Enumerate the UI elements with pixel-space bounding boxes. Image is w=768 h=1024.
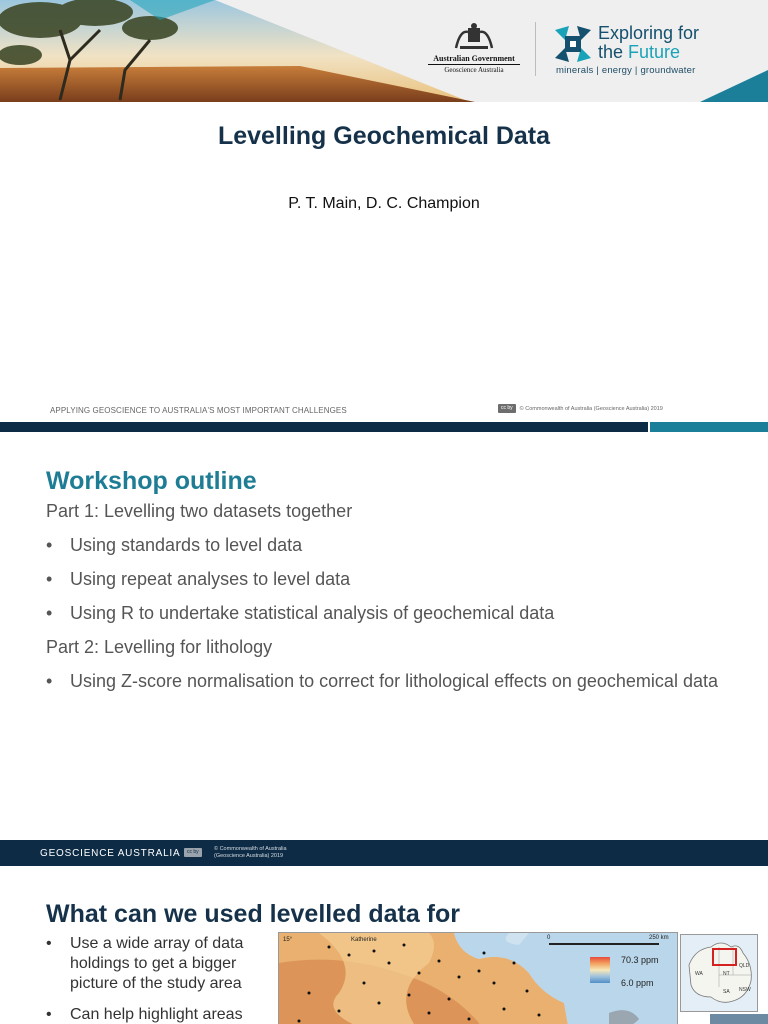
slide-title: What can we used levelled data for xyxy=(46,900,461,928)
program-title-line1: Exploring for xyxy=(598,23,700,43)
creative-commons-icon: cc by xyxy=(498,404,516,413)
footer-brand: GEOSCIENCE AUSTRALIA xyxy=(40,848,181,859)
part1-heading: Part 1: Levelling two datasets together xyxy=(46,501,353,521)
list-item: • Can help highlight areas xyxy=(46,1005,271,1024)
australia-inset-map xyxy=(680,934,758,1012)
list-item: • Using Z-score normalisation to correct for lithological effects on geochemical data xyxy=(46,670,736,693)
geochemical-map xyxy=(278,932,678,1024)
slide-footer-bar xyxy=(0,840,768,866)
exploring-for-the-future-icon xyxy=(555,26,591,62)
slide-separator-bar xyxy=(0,422,768,432)
footer-copyright xyxy=(498,404,663,413)
list-item: • Using repeat analyses to level data xyxy=(46,568,736,591)
part1-list xyxy=(46,534,736,625)
presentation-title: Levelling Geochemical Data xyxy=(217,122,551,150)
latitude-label: 15° xyxy=(283,937,293,943)
part2-list xyxy=(46,670,736,693)
footer-copyright-text: © Commonwealth of Australia (Geoscience Australia) 2019 xyxy=(519,405,663,412)
corner-image xyxy=(710,1014,768,1024)
title-slide xyxy=(0,0,768,422)
slide-title: Workshop outline xyxy=(46,467,257,495)
government-name: Australian Government xyxy=(428,54,520,65)
list-item: • Using standards to level data xyxy=(46,534,736,557)
footer-copyright xyxy=(214,846,287,859)
footer-copyright-line1: © Commonwealth of Australia xyxy=(214,846,287,852)
map-image xyxy=(279,933,678,1024)
part2-heading: Part 2: Levelling for lithology xyxy=(46,637,273,657)
study-area-box xyxy=(712,948,737,966)
presentation-authors: P. T. Main, D. C. Champion xyxy=(288,195,480,212)
australia-outline xyxy=(681,935,758,1012)
australian-government-logo xyxy=(428,22,520,78)
uses-list xyxy=(46,934,271,1024)
agency-name: Geoscience Australia xyxy=(444,66,504,74)
color-legend-bar xyxy=(590,957,610,983)
legend-low-label: 6.0 ppm xyxy=(621,978,654,988)
inset-label: WA xyxy=(695,971,703,977)
inset-label: NT xyxy=(723,971,730,977)
program-title xyxy=(598,24,699,62)
coat-of-arms-icon xyxy=(450,22,498,52)
program-title-line2 xyxy=(598,43,699,62)
list-item: • Using R to undertake statistical analysis of geochemical data xyxy=(46,602,736,625)
workshop-outline-slide xyxy=(0,432,768,840)
program-title-highlight: Future xyxy=(628,42,681,62)
inset-label: NSW xyxy=(739,987,751,993)
scale-bar xyxy=(549,943,659,945)
inset-label: QLD xyxy=(739,963,750,969)
legend-high-label: 70.3 ppm xyxy=(621,955,659,965)
inset-label: SA xyxy=(723,989,730,995)
logo-divider xyxy=(535,22,536,76)
footer-copyright-line2: (Geoscience Australia) 2019 xyxy=(214,852,284,859)
scale-end-label: 250 km xyxy=(649,935,669,941)
levelled-data-uses-slide xyxy=(0,866,768,1024)
footer-tagline: APPLYING GEOSCIENCE TO AUSTRALIA'S MOST IMPORTANT CHALLENGES xyxy=(50,406,347,415)
separator-accent xyxy=(648,422,768,432)
outline-body xyxy=(46,500,736,693)
scale-start-label: 0 xyxy=(547,935,551,941)
creative-commons-icon: cc by xyxy=(184,848,202,857)
program-tagline: minerals | energy | groundwater xyxy=(556,65,696,76)
list-item: • Use a wide array of data holdings to get a bigger picture of the study area xyxy=(46,934,271,994)
header-banner xyxy=(0,0,768,102)
program-title-prefix: the xyxy=(598,42,629,62)
town-label: Katherine xyxy=(351,937,377,943)
